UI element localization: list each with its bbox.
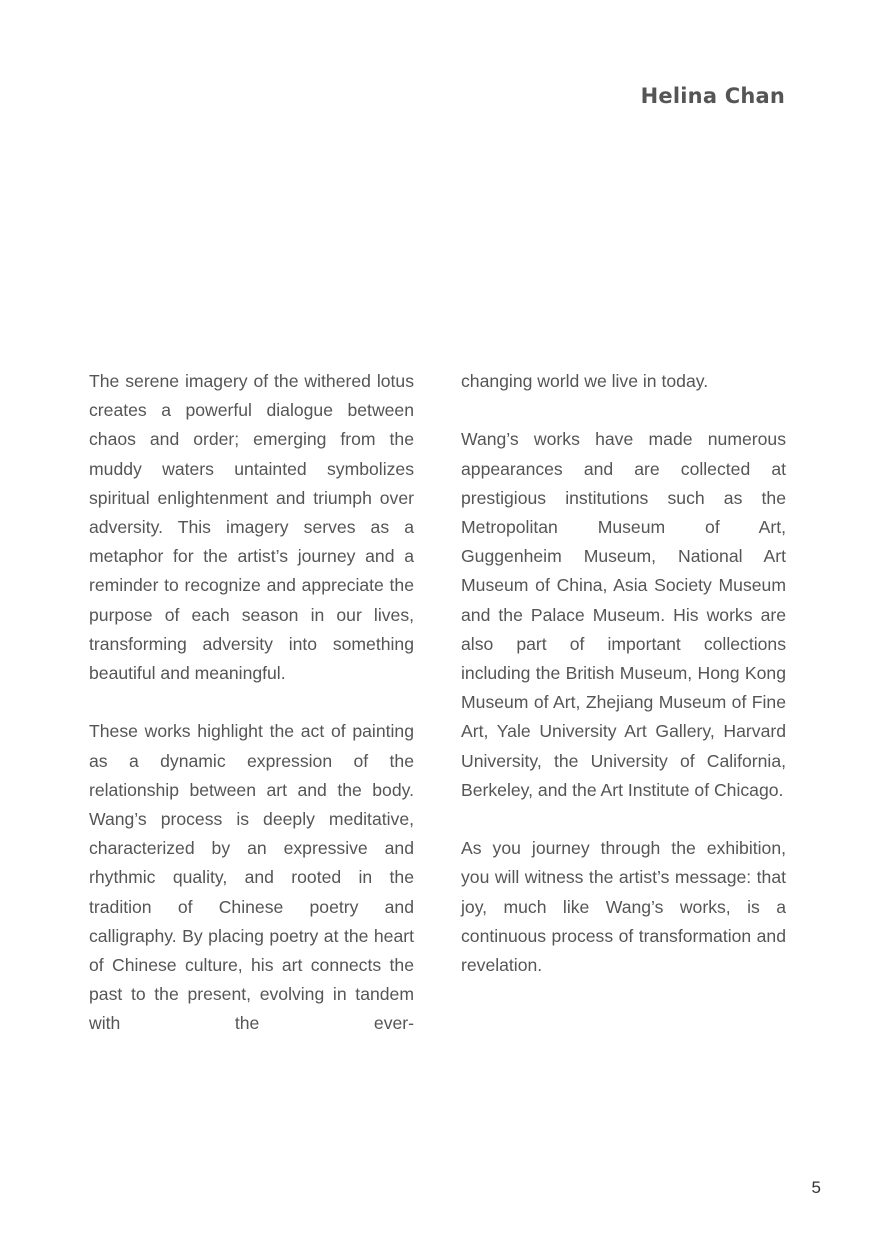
page-number: 5 <box>811 1178 821 1197</box>
text-column-left <box>89 367 414 1039</box>
paragraph: Wang’s works have made numerous appearances and are collected at prestigious institutions such as the Metropolitan Museum of Art, Guggenheim Museum, National Art Museum of China, Asia Society Museum and the Palace Museum. His works are also part of important collections including the British Museum, Hong Kong Museum of Art, Zhejiang Museum of Fine Art, Yale University Art Gallery, Harvard University, the University of California, Berkeley, and the Art Institute of Chicago. <box>461 429 786 800</box>
paragraph: changing world we live in today. <box>461 371 709 391</box>
text-column-right <box>461 367 786 980</box>
paragraph: These works highlight the act of painting as a dynamic expression of the relationship between art and the body. Wang’s process is deeply meditative, characterized by an expressive and rhythmic quality, and rooted in the tradition of Chinese poetry and calligraphy. By placing poetry at the heart of Chinese culture, his art connects the past to the present, evolving in tandem with the ever- <box>89 721 414 1034</box>
paragraph: As you journey through the exhibition, you will witness the artist’s message: that joy, much like Wang’s works, is a continuous process of transformation and revelation. <box>461 838 786 976</box>
paragraph: The serene imagery of the withered lotus creates a powerful dialogue between chaos and order; emerging from the muddy waters untainted symbolizes spiritual enlightenment and triumph over adversity. This imagery serves as a metaphor for the artist’s journey and a reminder to recognize and appreciate the purpose of each season in our lives, transforming adversity into something beautiful and meaningful. <box>89 371 414 684</box>
author-name: Helina Chan <box>640 84 785 108</box>
